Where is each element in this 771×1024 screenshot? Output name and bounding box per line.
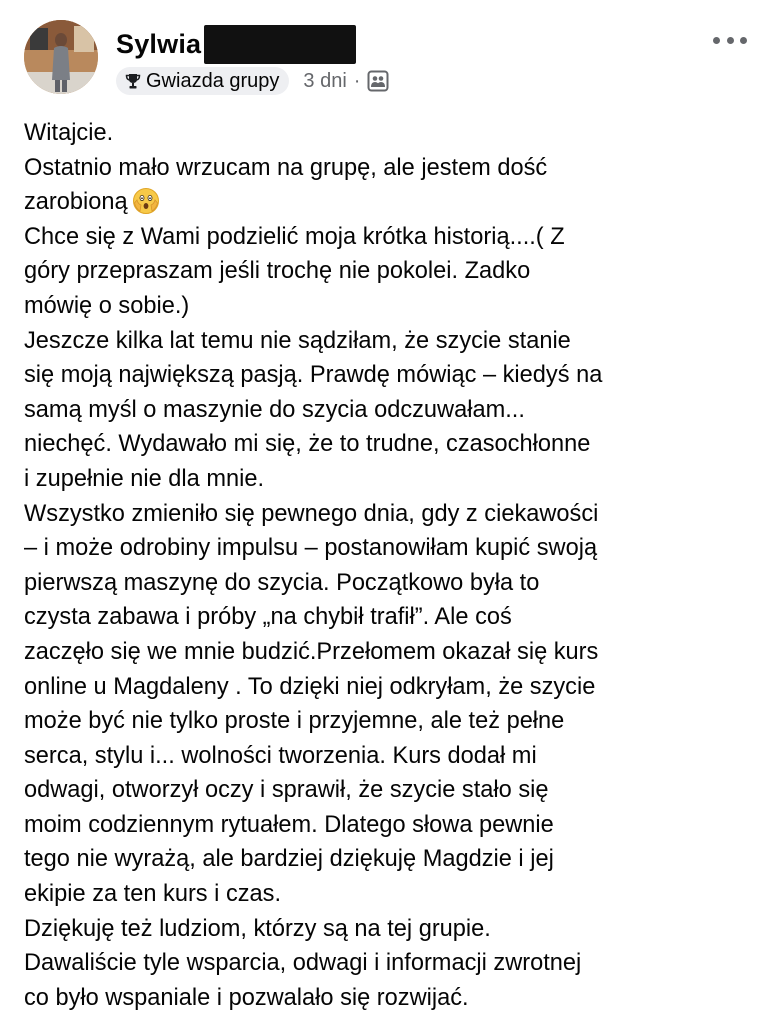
author-name[interactable] <box>116 29 352 60</box>
post-line: Chce się z Wami podzielić moja krótka historią....( Z <box>24 223 565 250</box>
post-line: Ostatnio mało wrzucam na grupę, ale jestem dość <box>24 154 548 181</box>
post-line: odwagi, otworzył oczy i sprawił, że szycie stało się <box>24 777 549 804</box>
post-line: pierwszą maszynę do szycia. Początkowo była to <box>24 569 540 596</box>
post-line: czysta zabawa i próby „na chybił trafił”. Ale coś <box>24 604 512 631</box>
post-line: góry przepraszam jeśli trochę nie pokolei. Zadko <box>24 258 531 285</box>
redaction-bar <box>204 25 356 64</box>
post-line: ekipie za ten kurs i czas. <box>24 881 282 908</box>
more-options-icon <box>713 37 720 44</box>
post-line: i zupełnie nie dla mnie. <box>24 465 265 492</box>
post-line: zaczęło się we mnie budzić.Przełomem okazał się kurs <box>24 638 599 665</box>
group-audience-icon[interactable] <box>367 70 389 92</box>
post-line: Witajcie. <box>24 120 114 146</box>
post-meta <box>116 66 389 96</box>
author-row <box>116 26 352 62</box>
post-line-text: zarobioną <box>24 189 128 216</box>
post-line: może być nie tylko proste i przyjemne, ale też pełne <box>24 708 565 735</box>
post-line: niechęć. Wydawało mi się, że to trudne, czasochłonne <box>24 431 591 458</box>
author-avatar[interactable] <box>24 20 98 94</box>
badge-label: Gwiazda grupy <box>146 69 280 92</box>
author-first-name[interactable]: Sylwia <box>116 28 202 59</box>
shocked-face-emoji-icon <box>132 187 160 215</box>
post-timestamp[interactable]: 3 dni <box>303 69 347 92</box>
post-line: Wszystko zmieniło się pewnego dnia, gdy z ciekawości <box>24 500 599 527</box>
post-text <box>24 116 759 1015</box>
post-line: online u Magdaleny . To dzięki niej odkryłam, że szycie <box>24 673 596 700</box>
separator-dot: · <box>353 69 361 92</box>
trophy-icon <box>124 72 142 90</box>
more-options-button[interactable] <box>713 28 747 52</box>
post-line: serca, stylu i... wolności tworzenia. Kurs dodał mi <box>24 742 537 769</box>
author-last-name-redacted[interactable] <box>207 29 352 59</box>
post-line: tego nie wyrażą, ale bardziej dziękuję Magdzie i jej <box>24 846 554 873</box>
post-line-with-emoji <box>24 185 759 220</box>
post-line: mówię o sobie.) <box>24 292 190 319</box>
post-header <box>0 0 771 105</box>
post-line: się moją największą pasją. Prawdę mówiąc – kiedyś na <box>24 362 603 389</box>
post-line: Dziękuję też ludziom, którzy są na tej grupie. <box>24 915 491 942</box>
more-options-icon-dot <box>727 37 734 44</box>
post-line: – i może odrobiny impulsu – postanowiłam kupić swoją <box>24 535 598 562</box>
post-line: co było wspaniale i pozwalało się rozwijać. <box>24 984 469 1011</box>
post-line: moim codziennym rytuałem. Dlatego słowa pewnie <box>24 811 554 838</box>
post-line: Jeszcze kilka lat temu nie sądziłam, że szycie stanie <box>24 327 571 354</box>
more-options-icon-dot <box>740 37 747 44</box>
avatar-photo <box>24 20 98 94</box>
post-line: samą myśl o maszynie do szycia odczuwałam... <box>24 396 525 423</box>
post-line: Dawaliście tyle wsparcia, odwagi i informacji zwrotnej <box>24 950 582 977</box>
group-star-badge[interactable] <box>116 67 289 95</box>
